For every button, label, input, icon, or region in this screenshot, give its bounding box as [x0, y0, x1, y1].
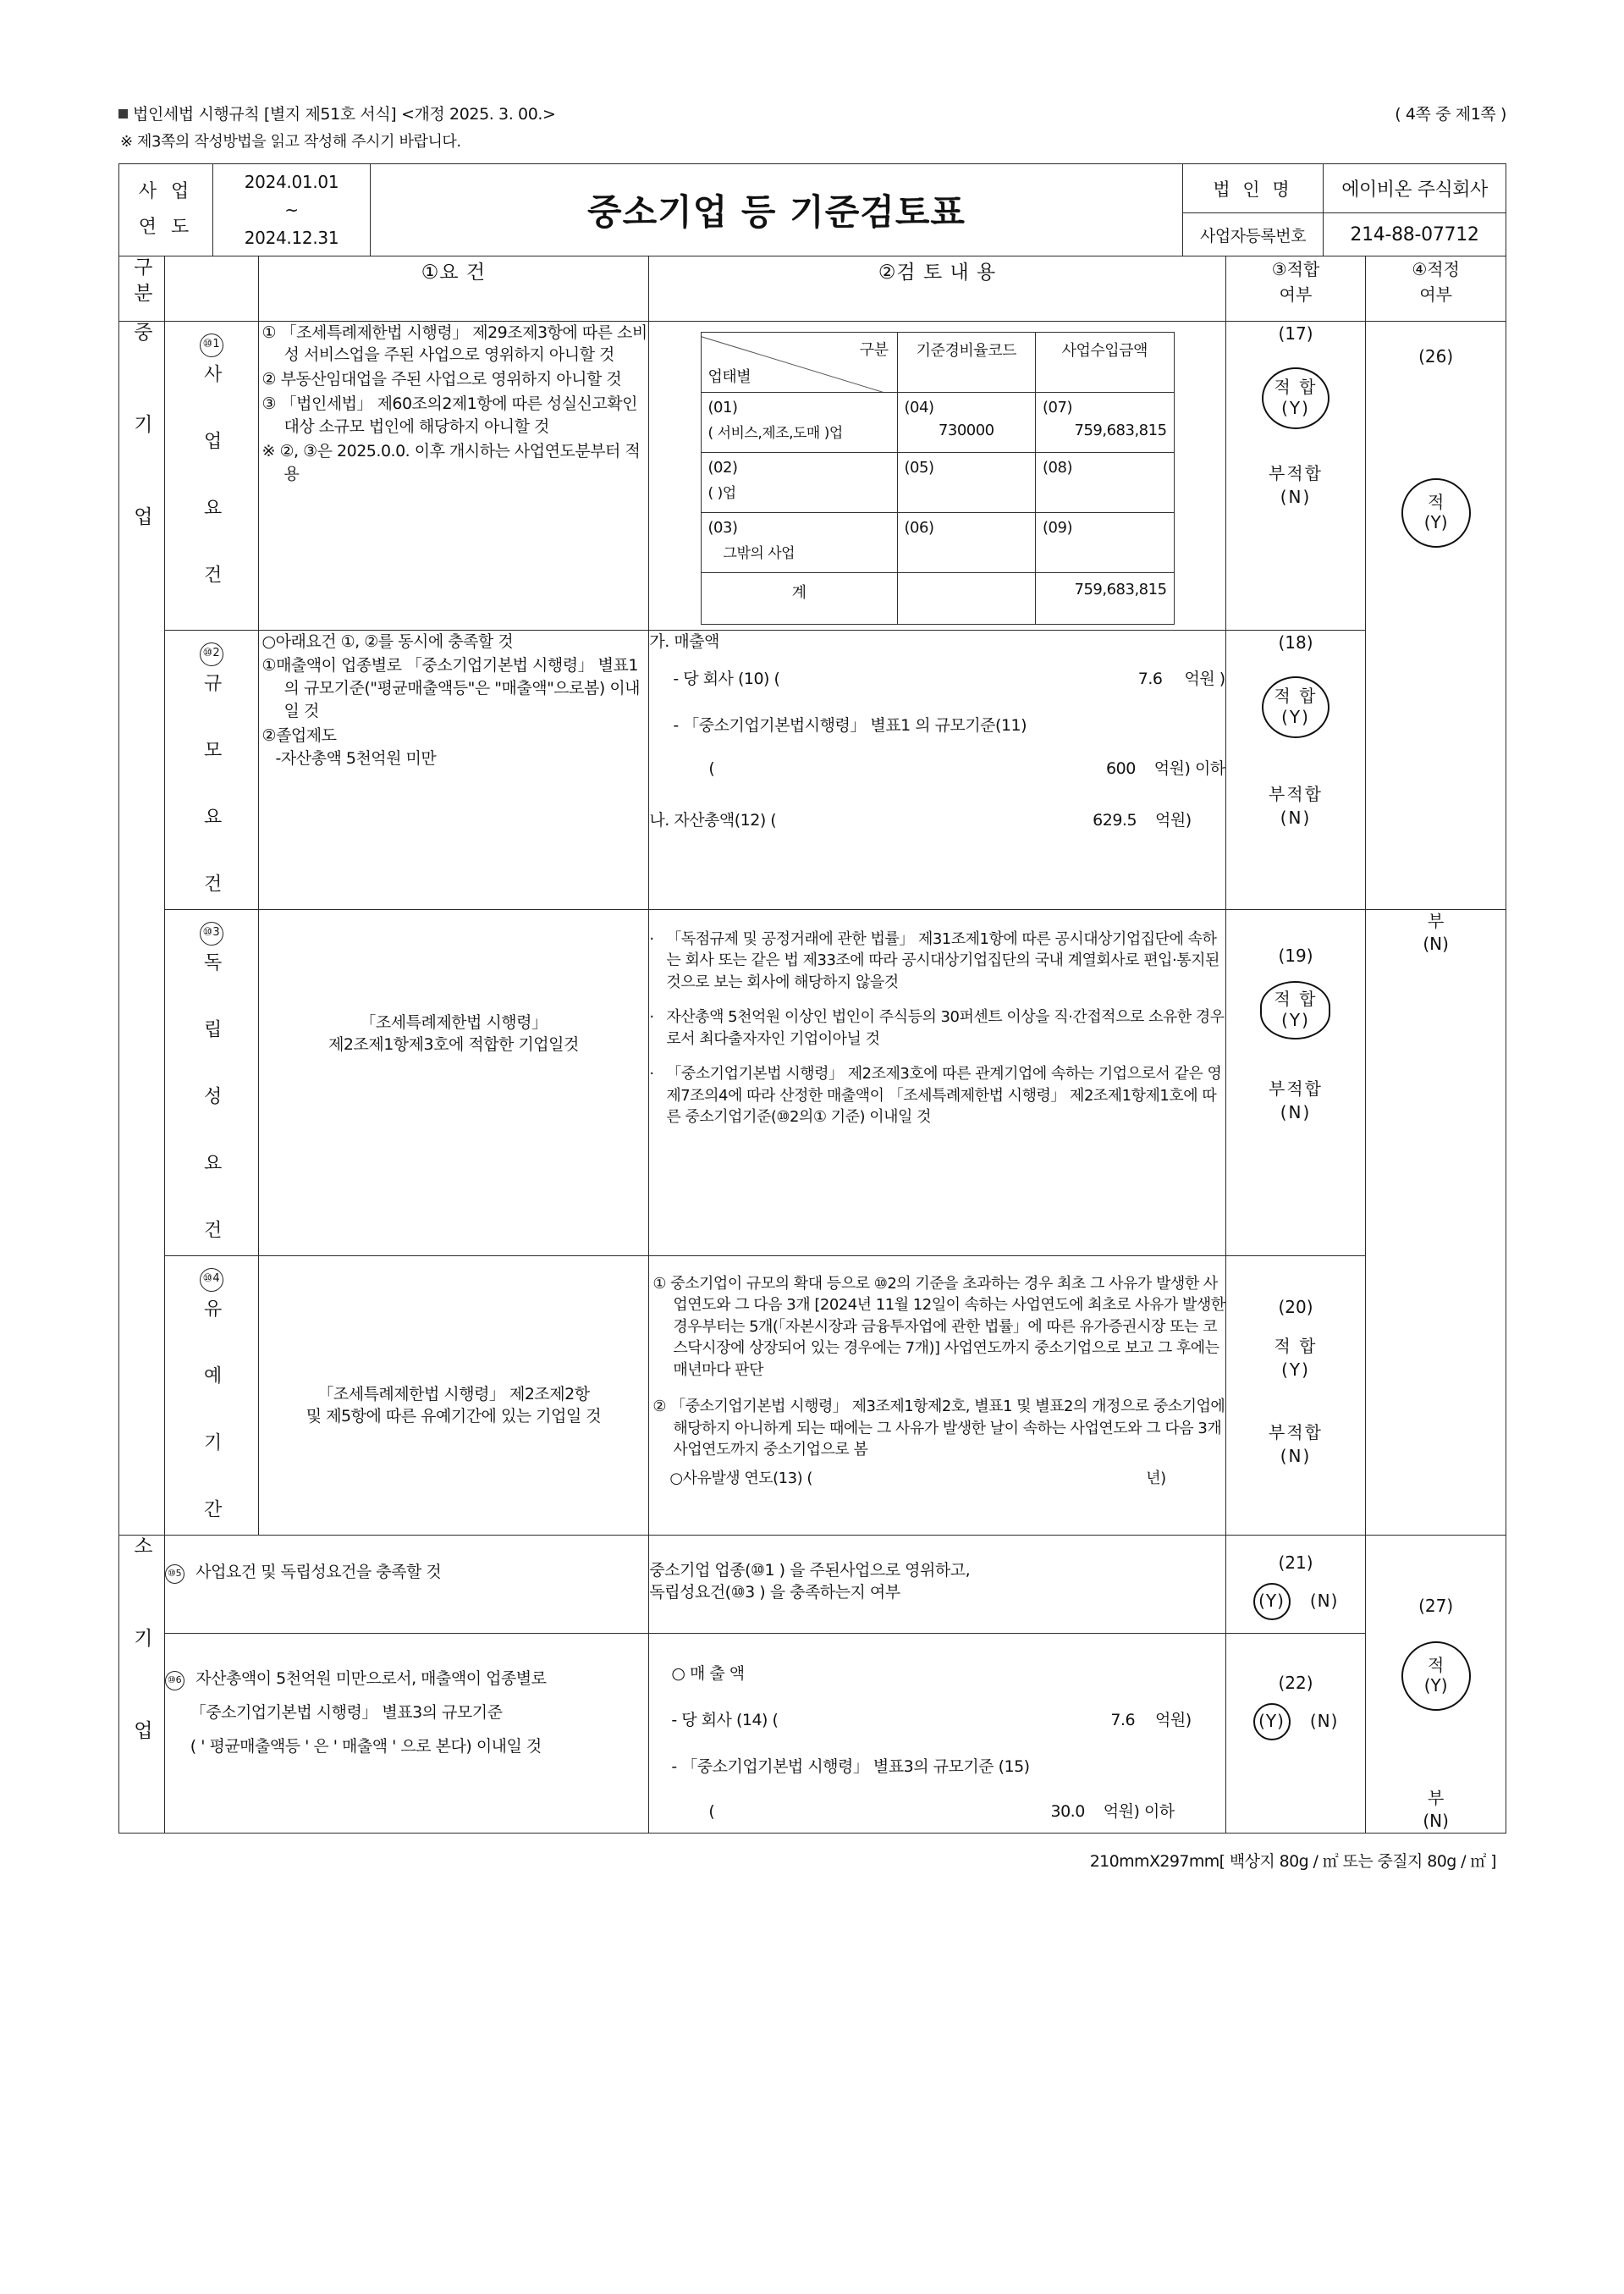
grace-year-label: ○사유발생 연도(13) ( [669, 1469, 812, 1487]
item-code-102: ⑩2 [200, 642, 223, 666]
ok-verdict-sme-lower[interactable] [1366, 909, 1506, 1535]
table-row-independence-requirement [119, 909, 1506, 1255]
requirement-text-grace: 「조세특례제한법 시행령」 제2조제2항 및 제5항에 따른 유예기간에 있는 기업일 것 [258, 1255, 649, 1535]
fit-field-number-17: (17) [1278, 323, 1313, 344]
table-row-small-enterprise-a [119, 1535, 1506, 1633]
small-standard-unit: 억원) 이하 [1103, 1801, 1175, 1821]
page-title: 중소기업 등 기준검토표 [371, 164, 1183, 256]
bullet-dot-icon: · [649, 1065, 654, 1084]
review-content-scale [649, 630, 1225, 909]
sales-section-label: 가. 매출액 [649, 631, 719, 651]
fit-verdict-small-a[interactable] [1225, 1535, 1366, 1633]
business-type-header-row [701, 332, 1174, 392]
business-type-name-cell: (02) ( )업 [701, 452, 897, 512]
fit-option-suitable[interactable]: 적 합 (Y) [1226, 981, 1366, 1039]
paper-spec-footer: 210mmX297mm[ 백상지 80g / ㎡ 또는 중질지 80g / ㎡ ] [1089, 1851, 1496, 1871]
business-type-name-cell: (01) ( 서비스,제조,도매 )업 [701, 392, 897, 452]
column-header-revenue: 사업수입금액 [1036, 332, 1175, 392]
item-code-104: ⑩4 [200, 1268, 223, 1292]
sub-label-scale-requirement: ⑩2 규 모 요 건 [164, 630, 258, 909]
review-content-business [649, 321, 1225, 630]
total-assets-value: 629.5 [1093, 811, 1137, 830]
business-type-row [701, 392, 1174, 452]
grace-clause-1: ① 중소기업이 규모의 확대 등으로 ⑩2의 기준을 초과하는 경우 최초 그 사유가 발생한 사업연도와 그 다음 3개 [2024년 11월 12일이 속하는 사업연도에 최초로 사유가 발생한 경우부터는 5개(「자본시장과 금융투자업에 관한 법률」에 따른 유가증권시장 또는 코스닥시장에 상장되어 있는 경우에는 7개)] 사업연도까지 중소기업으로 보고 그 후에는 매년마다 판단 [652, 1274, 1225, 1379]
page-reference: ( 4쪽 중 제1쪽 ) [1395, 105, 1506, 124]
business-number-label: 사업자등록번호 [1183, 213, 1324, 256]
bullet-dot-icon: · [649, 929, 654, 948]
column-header-requirement: ①요 건 [258, 256, 649, 321]
table-row-grace-period [119, 1255, 1506, 1535]
table-row-business-requirement [119, 321, 1506, 630]
scale-standard-label: - 「중소기업기본법시행령」 별표1 의 규모기준(11) [673, 716, 1027, 736]
column-header-expense-code: 기준경비율코드 [897, 332, 1036, 392]
scale-standard-unit: 억원) 이하 [1153, 759, 1225, 779]
column-header-group: 구분 [119, 256, 165, 321]
sub-label-grace-period: ⑩4 유 예 기 간 [164, 1255, 258, 1535]
table-row-scale-requirement [119, 630, 1506, 909]
small-scale-standard-label: - 「중소기업기본법 시행령」 별표3의 규모기준 (15) [671, 1756, 1030, 1776]
business-type-table [701, 332, 1175, 625]
form-reference: 법인세법 시행규칙 [별지 제51호 서식] <개정 2025. 3. 00.> [133, 105, 556, 124]
fit-field-number-19: (19) [1278, 945, 1313, 966]
requirement-text-independence: 「조세특례제한법 시행령」 제2조제1항제3호에 적합한 기업일것 [258, 909, 649, 1255]
group-label-small: 소 기 업 [119, 1535, 165, 1833]
independence-clause-1: 「독점규제 및 공정거래에 관한 법률」 제31조제1항에 따른 공시대상기업집단에 속하는 회사 또는 같은 법 제33조에 따라 공시대상기업집단의 국내 계열회사로 편입·통지된 것으로 보는 회사에 해당하지 않을것 [666, 929, 1219, 991]
form-instruction-note: ※ 제3쪽의 작성방법을 읽고 작성해 주시기 바랍니다. [120, 133, 461, 151]
fit-option-suitable[interactable]: 적 합 (Y) [1274, 1335, 1318, 1380]
ok-verdict-sme-upper[interactable] [1366, 321, 1506, 909]
fit-option-yes[interactable]: (Y) [1253, 1703, 1291, 1740]
revenue-amount-cell: (08) [1036, 452, 1175, 512]
total-code-cell [897, 572, 1036, 624]
review-content-independence [649, 909, 1225, 1255]
small-sales-section-label: ○ 매 출 액 [671, 1663, 745, 1683]
business-number-value: 214-88-07712 [1324, 213, 1506, 256]
fit-verdict-grace[interactable] [1225, 1255, 1366, 1535]
review-content-small-a: 중소기업 업종(⑩1 ) 을 주된사업으로 영위하고, 독립성요건(⑩3 ) 을 충족하는지 여부 [649, 1535, 1225, 1633]
title-band [118, 163, 1506, 256]
small-standard-value: 30.0 [1050, 1801, 1085, 1821]
criteria-review-table [118, 256, 1506, 1834]
expense-code-cell: (06) [897, 512, 1036, 572]
bullet-dot-icon: · [649, 1008, 654, 1027]
item-code-103: ⑩3 [200, 922, 223, 946]
group-label-sme: 중 기 업 [119, 321, 165, 1535]
requirement-text-small-a: ⑩5 사업요건 및 독립성요건을 충족할 것 [164, 1535, 649, 1633]
corp-name-value: 에이비온 주식회사 [1324, 164, 1506, 213]
scale-standard-open-paren: ( [708, 759, 715, 779]
total-assets-unit: 억원) [1155, 811, 1192, 830]
ok-option-suitable-small[interactable]: 적 (Y) [1366, 1641, 1506, 1711]
independence-clause-3: 「중소기업기본법 시행령」 제2조제3호에 따른 관계기업에 속하는 기업으로서 같은 영 제7조의4에 따라 산정한 매출액이 「조세특례제한법 시행령」 제2조제1항제1호에 따른 중소기업기준(⑩2의① 기준) 이내일 것 [666, 1065, 1222, 1127]
column-header-review: ②검 토 내 용 [649, 256, 1225, 321]
business-type-row [701, 512, 1174, 572]
independence-clause-2: 자산총액 5천억원 이상인 법인이 주식등의 30퍼센트 이상을 직·간접적으로 소유한 경우로서 최다출자자인 기업이아닐 것 [666, 1008, 1225, 1048]
fit-option-no[interactable]: (N) [1309, 1710, 1339, 1731]
total-revenue-amount: 759,683,815 [1036, 572, 1175, 624]
sub-label-independence-requirement: ⑩3 독 립 성 요 건 [164, 909, 258, 1255]
small-standard-open-paren: ( [708, 1801, 715, 1821]
fiscal-year-period: 2024.01.01 ~ 2024.12.31 [213, 164, 371, 256]
form-header [118, 102, 1506, 124]
item-code-106: ⑩6 [165, 1671, 184, 1690]
fit-field-number-21: (21) [1278, 1552, 1313, 1573]
sub-label-business-requirement: ⑩1 사 업 요 건 [164, 321, 258, 630]
fit-option-yes[interactable]: (Y) [1253, 1583, 1291, 1620]
fit-option-unsuitable[interactable]: 부적합 (N) [1269, 1421, 1323, 1466]
column-header-fit: ③적합 여부 [1225, 256, 1366, 321]
ok-option-suitable-sme[interactable]: 적 (Y) [1366, 478, 1506, 548]
bullet-square-icon [118, 109, 128, 119]
grace-year-unit: 년) [1146, 1469, 1166, 1487]
fit-option-unsuitable[interactable]: 부적합 (N) [1269, 783, 1323, 828]
small-company-sales-unit: 억원) [1155, 1710, 1192, 1729]
expense-code-cell: (05) [897, 452, 1036, 512]
total-assets-label: 나. 자산총액(12) ( [649, 811, 777, 830]
company-sales-unit: 억원 ) [1184, 670, 1225, 689]
fiscal-year-label: 사 업 연 도 [119, 164, 213, 256]
fit-yn-options-22[interactable] [1226, 1703, 1366, 1740]
total-label: 계 [701, 572, 897, 624]
revenue-amount-cell: (07) 759,683,815 [1036, 392, 1175, 452]
table-header-row [119, 256, 1506, 321]
fit-verdict-small-b[interactable] [1225, 1633, 1366, 1833]
fit-option-unsuitable[interactable]: 부적합 (N) [1269, 1078, 1323, 1122]
small-company-sales-label: - 당 회사 (14) ( [671, 1710, 779, 1729]
ok-verdict-small[interactable] [1366, 1535, 1506, 1833]
fit-field-number-20: (20) [1278, 1296, 1313, 1317]
review-content-small-b [649, 1633, 1225, 1833]
expense-code-cell: (04) 730000 [897, 392, 1036, 452]
scale-standard-value: 600 [1106, 759, 1136, 779]
fit-option-unsuitable[interactable]: 부적합 (N) [1269, 462, 1323, 507]
fit-verdict-independence[interactable] [1225, 909, 1366, 1255]
business-type-total-row [701, 572, 1174, 624]
company-sales-value: 7.6 [1137, 670, 1163, 689]
fit-yn-options-21[interactable] [1226, 1583, 1366, 1620]
fit-verdict-business[interactable] [1225, 321, 1366, 630]
business-type-name-cell: (03) 그밖의 사업 [701, 512, 897, 572]
table-row-small-enterprise-b [119, 1633, 1506, 1833]
fit-option-no[interactable]: (N) [1309, 1590, 1339, 1611]
form-sheet [118, 102, 1506, 1872]
business-type-row [701, 452, 1174, 512]
requirement-text-business: ① 「조세특례제한법 시행령」 제29조제3항에 따른 소비성 서비스업을 주된 사업으로 영위하지 아니할 것 ② 부동산임대업을 주된 사업으로 영위하지 아니할 것 ③ 「법인세법」 제60조의2제1항에 따른 성실신고확인대상 소규모 법인에 해당하지 아니할 것 ※ ②, ③은 2025.0.0. 이후 개시하는 사업연도분부터 적용 [258, 321, 649, 630]
item-code-101: ⑩1 [200, 334, 223, 357]
business-type-corner-cell: 구분 업태별 [701, 332, 897, 392]
ok-field-number-26: (26) [1418, 345, 1454, 367]
column-header-ok: ④적정 여부 [1366, 256, 1506, 321]
fit-verdict-scale[interactable] [1225, 630, 1366, 909]
company-sales-label: - 당 회사 (10) ( [673, 670, 780, 689]
requirement-text-scale: ○아래요건 ①, ②를 동시에 충족할 것 ①매출액이 업종별로 「중소기업기본법 시행령」 별표1의 규모기준("평균매출액등"은 "매출액"으로봄) 이내일 것 ②졸업제도 -자산총액 5천억원 미만 [258, 630, 649, 909]
ok-option-unsuitable-sme[interactable]: 부 (N) [1423, 910, 1449, 954]
fit-option-suitable[interactable]: 적 합 (Y) [1226, 676, 1366, 738]
item-code-105: ⑩5 [165, 1564, 184, 1584]
small-company-sales-value: 7.6 [1110, 1710, 1136, 1729]
ok-field-number-27: (27) [1418, 1595, 1454, 1616]
fit-field-number-22: (22) [1278, 1672, 1313, 1693]
requirement-text-small-b: ⑩6 자산총액이 5천억원 미만으로서, 매출액이 업종별로 「중소기업기본법 시행령」 별표3의 규모기준 ( ' 평균매출액등 ' 은 ' 매출액 ' 으로 본다) 이내일 것 [164, 1633, 649, 1833]
review-content-grace [649, 1255, 1225, 1535]
fit-field-number-18: (18) [1278, 631, 1313, 653]
corp-name-label: 법 인 명 [1183, 164, 1324, 213]
ok-option-unsuitable-small[interactable]: 부 (N) [1423, 1787, 1449, 1831]
grace-clause-2: ② 「중소기업기본법 시행령」 제3조제1항제2호, 별표1 및 별표2의 개정으로 중소기업에 해당하지 아니하게 되는 때에는 그 사유가 발생한 날이 속하는 사업연도와 그 다음 3개 사업연도까지 중소기업으로 봄 [652, 1398, 1225, 1459]
revenue-amount-cell: (09) [1036, 512, 1175, 572]
fit-option-suitable[interactable]: 적 합 (Y) [1226, 367, 1366, 429]
